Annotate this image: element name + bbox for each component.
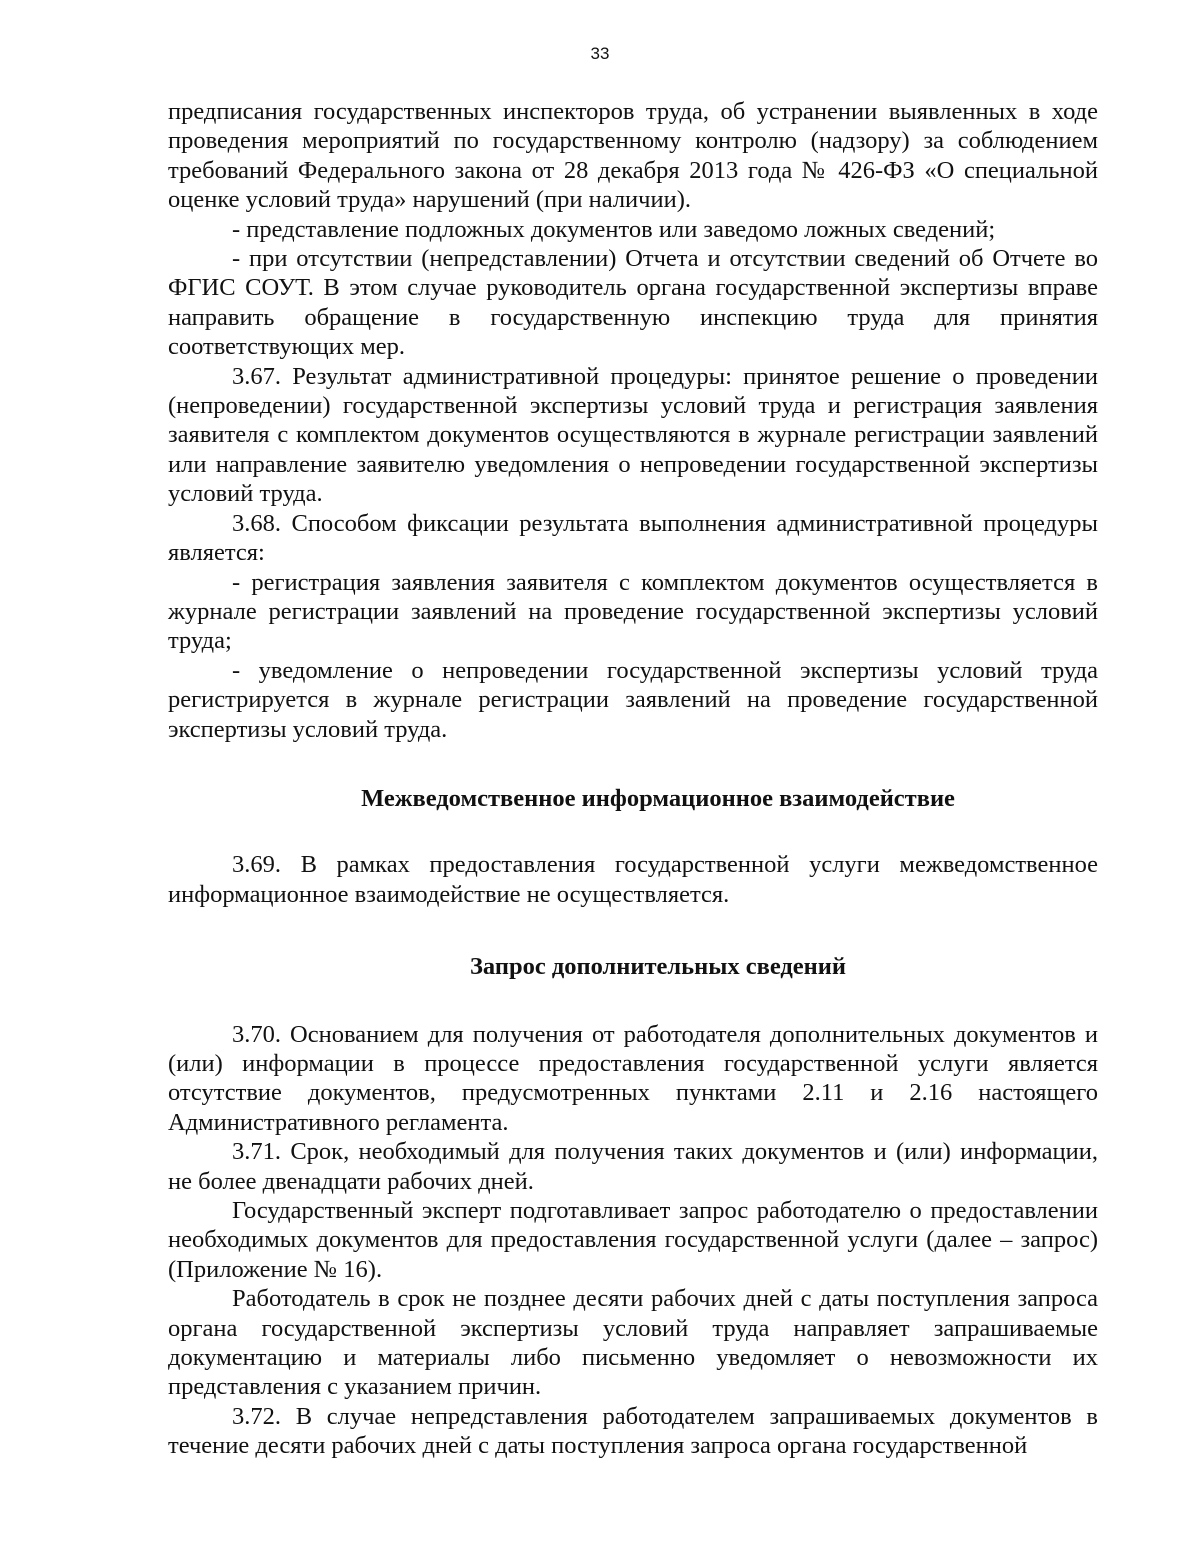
- paragraph-list-item: - при отсутствии (непредставлении) Отчета и отсутствии сведений об Отчете во ФГИС СОУТ. В этом случае руководитель органа государственной экспертизы вправе направить обращение в государственную инспекцию труда для принятия соответствующих мер.: [168, 245, 1098, 361]
- paragraph-3-68: 3.68. Способом фиксации результата выполнения административной процедуры является:: [168, 509, 1098, 567]
- section-heading-interagency: Межведомственное информационное взаимодействие: [361, 784, 955, 812]
- paragraph-3-70: 3.70. Основанием для получения от работодателя дополнительных документов и (или) информации в процессе предоставления государственной услуги является отсутствие документов, предусмотренных пунктами 2.11 и 2.16 настоящего Административного регламента.: [168, 1020, 1098, 1136]
- paragraph-3-71: 3.71. Срок, необходимый для получения таких документов и (или) информации, не более двенадцати рабочих дней.: [168, 1138, 1098, 1195]
- paragraph-list-item: - уведомление о непроведении государственной экспертизы условий труда регистрируется в журнале регистрации заявлений на проведение государственной экспертизы условий труда.: [168, 656, 1098, 743]
- paragraph-expert-request: Государственный эксперт подготавливает запрос работодателю о предоставлении необходимых документов для предоставления государственной услуги (далее – запрос) (Приложение № 16).: [168, 1197, 1098, 1283]
- paragraph-3-67: 3.67. Результат административной процедуры: принятое решение о проведении (непроведении) государственной экспертизы условий труда и регистрация заявления заявителя с комплектом документов осуществляются в журнале регистрации заявлений или направление заявителю уведомления о непроведении государственной экспертизы условий труда.: [168, 362, 1098, 508]
- document-body: [168, 97, 1098, 1461]
- paragraph-employer-response: Работодатель в срок не позднее десяти рабочих дней с даты поступления запроса органа государственной экспертизы условий труда направляет запрашиваемые документацию и материалы либо письменно уведомляет о невозможности их представления с указанием причин.: [168, 1285, 1098, 1401]
- paragraph-list-item: - представление подложных документов или заведомо ложных сведений;: [232, 215, 996, 243]
- paragraph-continuation: предписания государственных инспекторов труда, об устранении выявленных в ходе проведения мероприятий по государственному контролю (надзору) за соблюдением требований Федерального закона от 28 декабря 2013 года № 426-ФЗ «О специальной оценке условий труда» нарушений (при наличии).: [168, 98, 1098, 214]
- paragraph-3-69: 3.69. В рамках предоставления государственной услуги межведомственное информационное взаимодействие не осуществляется.: [168, 851, 1098, 908]
- page-number: 33: [590, 44, 610, 63]
- paragraph-list-item: - регистрация заявления заявителя с комплектом документов осуществляется в журнале регистрации заявлений на проведение государственной экспертизы условий труда;: [168, 568, 1098, 655]
- section-heading-additional-info: Запрос дополнительных сведений: [469, 953, 847, 981]
- paragraph-3-72: 3.72. В случае непредставления работодателем запрашиваемых документов в течение десяти рабочих дней с даты поступления запроса органа государственной: [168, 1402, 1098, 1460]
